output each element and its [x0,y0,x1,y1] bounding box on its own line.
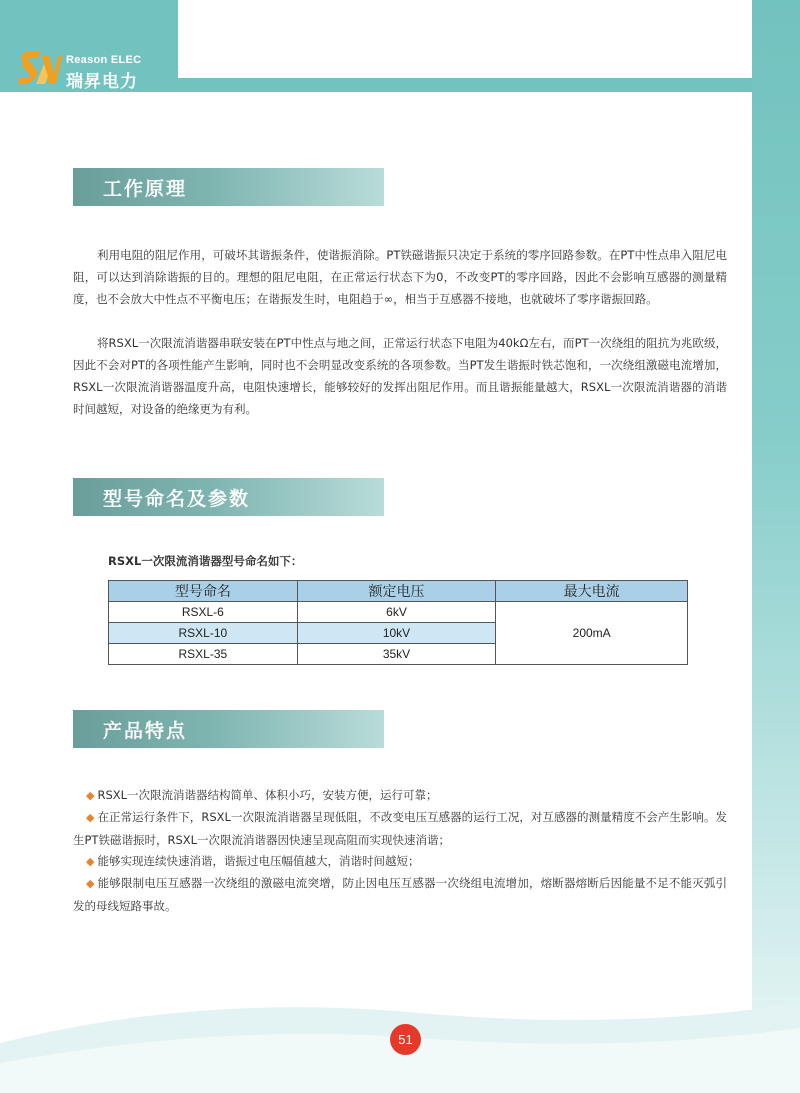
section-title: 工作原理 [103,178,188,200]
section-title: 产品特点 [103,720,188,742]
right-border-band [752,0,800,1093]
diamond-bullet-icon: ◆ [86,877,95,890]
model-cell: RSXL-6 [109,602,298,623]
principle-paragraph-2: 将RSXL一次限流消谐器串联安装在PT中性点与地之间，正常运行状态下电阻为40kΩ左右，而PT一次绕组的阻抗为兆欧级，因此不会对PT的各项性能产生影响，同时也不会明显改变系统的各项参数。当PT发生谐振时铁芯饱和，一次绕组激磁电流增加，RSXL一次限流消谐器温度升高，电阻快速增长，能够较好的发挥出阻尼作用。而且谐振能量越大，RSXL一次限流消谐器的消谐时间越短，对设备的绝缘更为有利。 [73,336,727,416]
header-voltage: 额定电压 [297,581,496,602]
model-cell: RSXL-35 [109,644,298,665]
diamond-bullet-icon: ◆ [86,811,95,824]
principle-paragraph-1: 利用电阻的阻尼作用，可破坏其谐振条件，使谐振消除。PT铁磁谐振只决定于系统的零序回路参数。在PT中性点串入阻尼电阻，可以达到消除谐振的目的。理想的阻尼电阻，在正常运行状态下为0，不改变PT的零序回路，因此不会影响互感器的测量精度，也不会放大中性点不平衡电压；在谐振发生时，电阻趋于∞，相当于互感器不接地，也就破坏了零序谐振回路。 [73,248,727,306]
brand-logo [18,52,178,92]
brand-name-en: Reason ELEC [66,54,142,66]
voltage-cell: 35kV [297,644,496,665]
voltage-cell: 6kV [297,602,496,623]
voltage-cell: 10kV [297,623,496,644]
section-title: 型号命名及参数 [103,488,251,510]
section-heading-principle [73,168,384,206]
model-spec-table [108,580,688,665]
section-heading-model [73,478,384,516]
model-cell: RSXL-10 [109,623,298,644]
brand-name-cn: 瑞昇电力 [66,72,138,92]
reason-elec-logo-icon [18,52,62,86]
page-number-badge: 51 [390,1024,421,1055]
header-white-panel [178,0,752,78]
feature-item: ◆ 在正常运行条件下，RSXL一次限流消谐器呈现低阻，不改变电压互感器的运行工况，对互感器的测量精度不会产生影响。发生PT铁磁谐振时，RSXL一次限流消谐器因快速呈现高阻而实现快速消谐； [73,810,727,847]
diamond-bullet-icon: ◆ [86,855,95,868]
header-model: 型号命名 [109,581,298,602]
table-header-row [109,581,688,602]
table-caption: RSXL一次限流消谐器型号命名如下： [108,554,303,568]
diamond-bullet-icon: ◆ [86,789,95,802]
table-row [109,602,688,623]
header-current: 最大电流 [496,581,688,602]
feature-item: ◆ 能够限制电压互感器一次绕组的激磁电流突增，防止因电压互感器一次绕组电流增加，熔断器熔断后因能量不足不能灭弧引发的母线短路事故。 [73,876,727,913]
max-current-cell: 200mA [496,602,688,665]
section-heading-features [73,710,384,748]
feature-item: ◆ RSXL一次限流消谐器结构简单、体积小巧，安装方便，运行可靠； [86,788,438,802]
feature-item: ◆ 能够实现连续快速消谐，谐振过电压幅值越大，消谐时间越短； [86,854,420,868]
